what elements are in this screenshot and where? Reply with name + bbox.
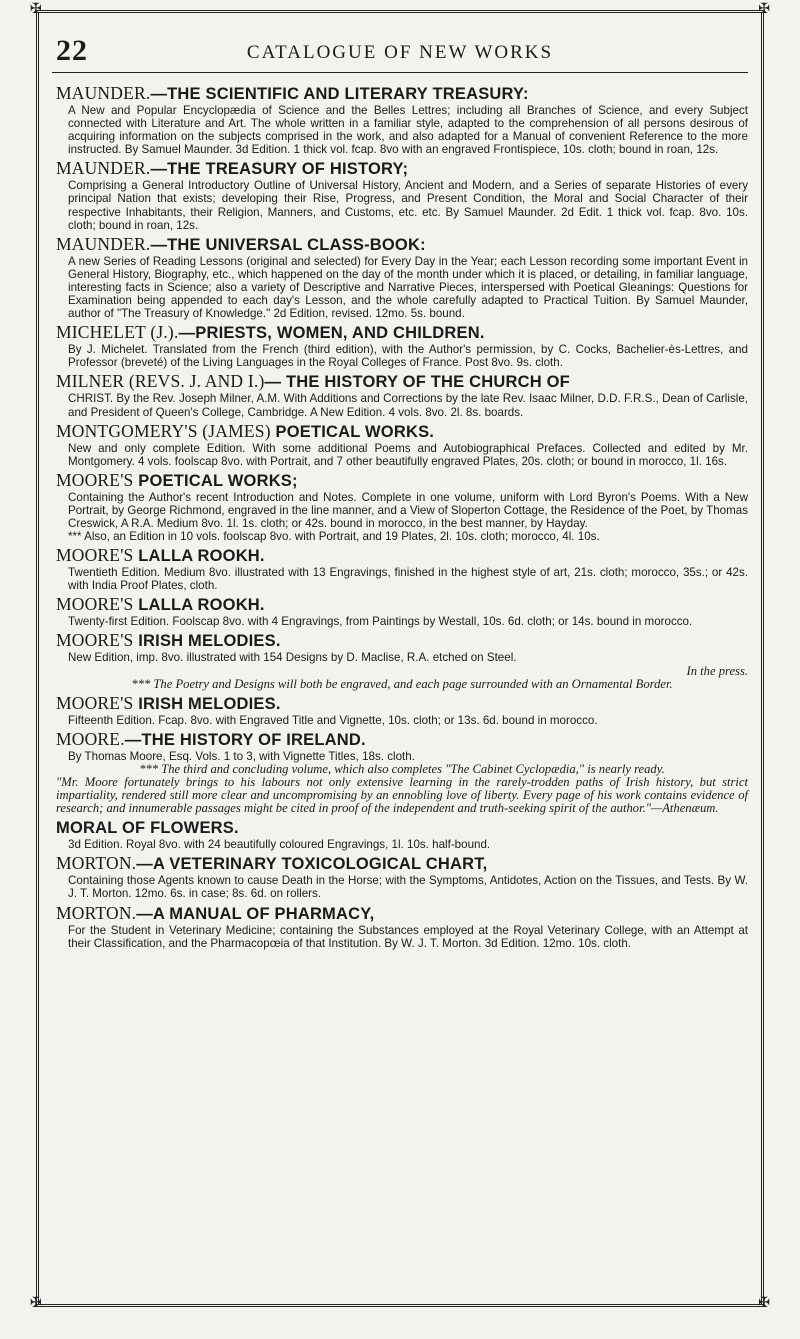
- corner-ornament-icon: ✠: [758, 1296, 770, 1311]
- entry-heading: [56, 159, 748, 179]
- entry-heading: [56, 730, 748, 750]
- entry-author: MOORE.: [56, 728, 125, 749]
- entry-author: MAUNDER.: [56, 83, 151, 103]
- entry-author: MONTGOMERY'S (JAMES): [56, 420, 271, 441]
- entry-description: Containing the Author's recent Introduction and Notes. Complete in one volume, uniform with Lord Byron's Poems. With a New Portrait, by George Richmond, engraved in the line manner, and a View of Sloperton Cottage, the Residence of the Poet, by Thomas Creswick, A R.A. Medium 8vo. 1l. 1s. cloth; or 42s. bound in morocco, in the best manner, by Hayday.: [68, 490, 748, 530]
- bottom-border: [36, 1304, 764, 1307]
- entry-description: New Edition, imp. 8vo. illustrated with 154 Designs by D. Maclise, R.A. etched on Steel.: [68, 651, 517, 665]
- entry-author: MICHELET (J.).: [56, 322, 179, 343]
- entry-title: —A MANUAL OF PHARMACY,: [136, 904, 375, 923]
- entry-author: MOORE'S: [56, 545, 134, 566]
- entry-title: —THE UNIVERSAL CLASS-BOOK:: [150, 235, 426, 254]
- entry-heading: [56, 631, 748, 651]
- catalogue-entry: [56, 694, 748, 727]
- entry-description: Fifteenth Edition. Fcap. 8vo. with Engraved Title and Vignette, 10s. cloth; or 13s. 6d. bound in morocco.: [68, 713, 598, 727]
- catalogue-entry: [56, 159, 748, 231]
- entry-author: MOORE'S: [56, 630, 134, 651]
- entry-heading: [56, 84, 748, 104]
- entry-title: —PRIESTS, WOMEN, AND CHILDREN.: [178, 324, 485, 343]
- entry-note: *** Also, an Edition in 10 vols. foolscap 8vo. with Portrait, and 19 Plates, 2l. 10s. cloth; morocco, 4l. 10s.: [68, 530, 600, 544]
- header-rule: [52, 72, 748, 73]
- entry-description: Containing those Agents known to cause Death in the Horse; with the Symptoms, Antidotes, Action on the Tissues, and Tests. By W. J. T. Morton. 12mo. 6s. in case; 8s. 6d. on rollers.: [68, 874, 748, 901]
- entry-author: MOORE'S: [56, 692, 134, 713]
- entry-author: MAUNDER.: [56, 233, 151, 254]
- corner-ornament-icon: ✠: [30, 1296, 42, 1311]
- catalogue-entry: [56, 904, 748, 950]
- catalogue-entry: [56, 471, 748, 543]
- entry-heading: [56, 323, 748, 343]
- entry-title: IRISH MELODIES.: [133, 632, 281, 651]
- catalogue-body: [56, 84, 748, 953]
- entry-heading: [56, 546, 748, 566]
- entry-heading: [56, 422, 748, 442]
- entry-title: — THE HISTORY OF THE CHURCH OF: [264, 373, 570, 392]
- entry-description: Twentieth Edition. Medium 8vo. illustrated with 13 Engravings, finished in the highest style of art, 21s. cloth; morocco, 35s.; or 42s. with India Proof Plates, cloth.: [68, 566, 748, 593]
- right-border: [761, 12, 764, 1304]
- corner-ornament-icon: ✠: [30, 2, 42, 17]
- entry-description: By Thomas Moore, Esq. Vols. 1 to 3, with Vignette Titles, 18s. cloth.: [68, 749, 415, 763]
- in-press-note: In the press.: [686, 663, 748, 678]
- entry-title: MORAL OF FLOWERS.: [56, 819, 239, 838]
- entry-heading: [56, 818, 748, 838]
- entry-heading: [56, 694, 748, 714]
- entry-description: New and only complete Edition. With some additional Poems and Autobiographical Prefaces. Collected and edited by Mr. Montgomery. 4 vols. foolscap 8vo. with Portrait, and 7 other beautifully engraved Plates, 20s. cloth; or bound in morocco, 1l. 16s.: [68, 441, 748, 468]
- entry-description: CHRIST. By the Rev. Joseph Milner, A.M. With Additions and Corrections by the late Rev. Isaac Milner, D.D. F.R.S., Dean of Carlisle, and President of Queen's College, Cambridge. A New Edition. 4 vols. 8vo. 2l. 8s. boards.: [68, 392, 748, 419]
- entry-title: —THE HISTORY OF IRELAND.: [124, 730, 366, 749]
- catalogue-entry: [56, 372, 748, 418]
- catalogue-entry: [56, 546, 748, 592]
- entry-description: For the Student in Veterinary Medicine; containing the Substances employed at the Royal Veterinary College, with an Attempt at their Classification, and the Pharmacopœia of that Institution. By W. J. T. Morton. 3d Edition. 12mo. 10s. cloth.: [68, 923, 748, 950]
- entry-title: LALLA ROOKH.: [133, 547, 265, 566]
- left-border: [36, 12, 39, 1304]
- catalogue-entry: [56, 631, 748, 690]
- entry-heading: [56, 595, 748, 615]
- entry-description: 3d Edition. Royal 8vo. with 24 beautifully coloured Engravings, 1l. 10s. half-bound.: [68, 838, 491, 852]
- entry-title: POETICAL WORKS.: [270, 422, 435, 441]
- entry-title: LALLA ROOKH.: [133, 596, 265, 615]
- entry-description: A New and Popular Encyclopædia of Science and the Belles Lettres; including all Branches of Science, and every Subject connected with Literature and Art. The whole written in a familiar style, adapted to the comprehension of all persons desirous of acquiring information on the subjects comprised in the work, and also adapted for a Manual of convenient Reference to the more instructed. By Samuel Maunder. 3d Edition. 1 thick vol. fcap. 8vo with an engraved Frontispiece, 10s. cloth; bound in roan, 12s.: [68, 104, 748, 157]
- catalogue-entry: [56, 235, 748, 320]
- entry-author: MOORE'S: [56, 469, 134, 490]
- review-quote: "Mr. Moore fortunately brings to his labours not only extensive learning in the rarely-trodden paths of Irish history, but strict impartiality, rendered still more clear and uncompromising by an ennobling love of liberty. Every page of his work contains evidence of research; and innumerable passages might be cited in proof of the independent and truth-seeking spirit of the author."—Athenæum.: [56, 775, 748, 816]
- catalogue-entry: [56, 422, 748, 468]
- entry-description: Twenty-first Edition. Foolscap 8vo. with 4 Engravings, from Paintings by Westall, 10s. 6d. cloth; or 14s. bound in morocco.: [68, 615, 693, 629]
- catalogue-entry: [56, 854, 748, 900]
- entry-heading: [56, 471, 748, 491]
- entry-heading: [56, 235, 748, 255]
- entry-title: —A VETERINARY TOXICOLOGICAL CHART,: [136, 855, 488, 874]
- entry-title: —THE SCIENTIFIC AND LITERARY TREASURY:: [150, 85, 529, 103]
- catalogue-entry: [56, 818, 748, 851]
- entry-author: MILNER (REVS. J. AND I.): [56, 371, 265, 392]
- entry-author: MORTON.: [56, 902, 137, 923]
- entry-description: A new Series of Reading Lessons (original and selected) for Every Day in the Year; each Lesson recording some important Event in General History, Biography, etc., which happened on the day of the month under which it is placed, or detailing, in familiar language, interesting facts in Science; also a variety of Descriptive and Narrative Pieces, interspersed with Poetical Gleanings: Questions for Examination being appended to each day's Lesson, and the whole carefully adapted to Practical Tuition. By Samuel Maunder, author of "The Treasury of Knowledge." 2d Edition, revised. 12mo. 5s. bound.: [68, 254, 748, 321]
- entry-heading: [56, 904, 748, 924]
- entry-italic-note: *** The Poetry and Designs will both be engraved, and each page surrounded with an Ornamental Border.: [131, 676, 673, 691]
- entry-description: By J. Michelet. Translated from the French (third edition), with the Author's permission, by C. Cocks, Bachelier-ès-Lettres, and Professor (breveté) of the Living Languages in the Royal Colleges of France. Post 8vo. 9s. cloth.: [68, 343, 748, 370]
- catalogue-entry: [56, 595, 748, 628]
- catalogue-entry: [56, 84, 748, 156]
- entry-title: —THE TREASURY OF HISTORY;: [150, 160, 409, 179]
- entry-heading: [56, 854, 748, 874]
- entry-author: MOORE'S: [56, 594, 134, 615]
- catalogue-entry: [56, 323, 748, 369]
- running-head: CATALOGUE OF NEW WORKS: [246, 42, 554, 63]
- top-border: [36, 10, 764, 13]
- entry-description: Comprising a General Introductory Outline of Universal History, Ancient and Modern, and a Series of separate Histories of every principal Nation that exists; developing their Rise, Progress, and Present Condition, the Moral and Social Character of their respective Inhabitants, their Religion, Manners, and Customs, etc. etc. By Samuel Maunder. 2d Edit. 1 thick vol. fcap. 8vo. 10s. cloth; bound in roan, 12s.: [68, 179, 748, 232]
- page-number: 22: [56, 34, 88, 67]
- entry-italic-note: *** The third and concluding volume, which also completes "The Cabinet Cyclopædia," is nearly ready.: [139, 761, 665, 776]
- corner-ornament-icon: ✠: [758, 2, 770, 17]
- entry-author: MAUNDER.: [56, 158, 151, 179]
- entry-heading: [56, 372, 748, 392]
- entry-title: IRISH MELODIES.: [133, 694, 281, 713]
- entry-title: POETICAL WORKS;: [133, 471, 298, 490]
- catalogue-entry: [56, 730, 748, 815]
- entry-author: MORTON.: [56, 853, 137, 874]
